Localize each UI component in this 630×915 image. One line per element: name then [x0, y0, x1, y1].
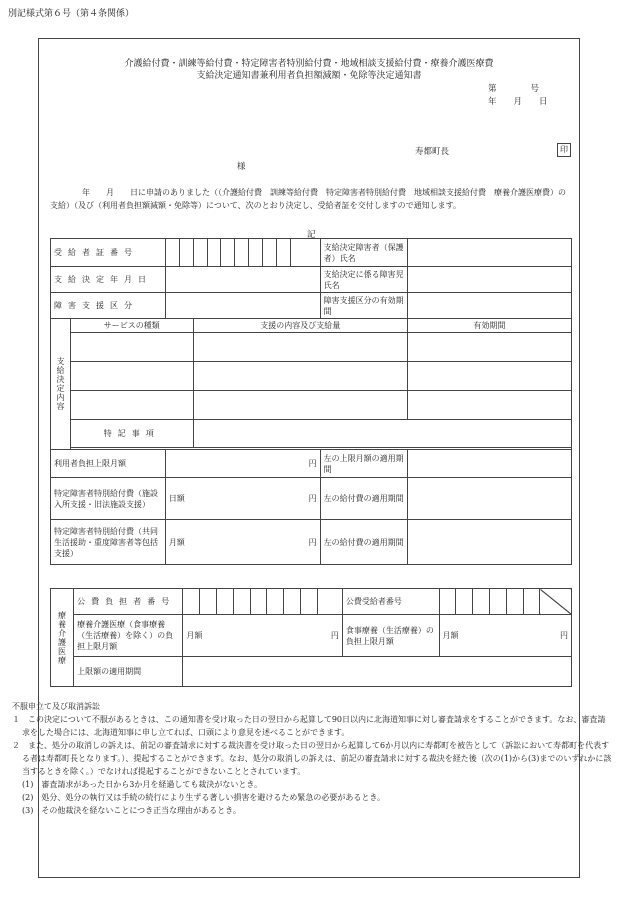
amount-cell[interactable]: [193, 333, 407, 362]
child-name-label: 支給決定に係る障害児氏名: [320, 267, 407, 293]
col-amount-header: 支援の内容及び支給量: [193, 319, 407, 333]
notes-sub-2: (2) 処分、処分の執行又は手続の続行により生ずる著しい損害を避けるため緊急の必要があるとき。: [22, 793, 386, 802]
service-cell[interactable]: [70, 391, 193, 420]
document-date: 年 月 日: [488, 97, 548, 107]
col-period-header: 有効期間: [407, 319, 571, 333]
yen-label: 円: [330, 631, 339, 640]
amount-cell[interactable]: [193, 391, 407, 420]
meal-cap-amount: [439, 615, 571, 657]
content-label: 支給決定内容: [51, 319, 71, 450]
document-number: 第 号: [488, 84, 540, 94]
medical-label: 療養介護医療: [51, 589, 74, 687]
recipient-digit[interactable]: [165, 239, 179, 267]
decision-date-field[interactable]: [165, 267, 320, 293]
service-cell[interactable]: [70, 362, 193, 391]
appeal-notes: [12, 700, 612, 817]
notes-sub-1: (1) 審査請求があった日から3か月を経過しても裁決がないとき。: [22, 780, 263, 789]
medical-table: [50, 588, 572, 687]
special-notes-field[interactable]: [193, 420, 571, 448]
category-period-field[interactable]: [407, 293, 571, 319]
slash-cell: [540, 589, 572, 615]
addressee-suffix: 様: [237, 162, 246, 172]
child-name-field[interactable]: [407, 267, 571, 293]
decision-date-label: 支給決定年月日: [51, 267, 166, 293]
special-benefit-facility-amount: [165, 478, 320, 520]
period-cell[interactable]: [407, 391, 571, 420]
holder-name-field[interactable]: [407, 239, 571, 267]
category-period-label: 障害支援区分の有効期間: [320, 293, 407, 319]
ki-heading: 記: [307, 230, 316, 240]
notes-sub-3: (3) その他裁決を経ないことにつき正当な理由があるとき。: [22, 806, 241, 815]
recipient-number-label: 受給者証番号: [51, 239, 166, 267]
special-benefit-facility-label: 特定障害者特別給付費（施設入所支援・旧法施設支援）: [51, 478, 166, 520]
monthly-label: 月額: [186, 631, 203, 640]
seal-stamp: 印: [557, 143, 571, 157]
support-category-label: 障害支援区分: [51, 293, 166, 319]
medical-cap-period-field[interactable]: [183, 657, 572, 687]
form-label: 別記様式第６号（第４条関係）: [8, 9, 135, 19]
cap-monthly-label: 利用者負担上限月額: [51, 450, 166, 478]
title-line-1: 介護給付費・訓練等給付費・特定障害者特別給付費・地域相談支援給付費・療養介護医療費: [124, 59, 494, 69]
benefit-period-label: 左の給付費の適用期間: [320, 520, 407, 565]
monthly-label: 月額: [442, 631, 459, 640]
decision-table: [50, 238, 572, 565]
yen-label: 円: [308, 494, 317, 503]
public-recipient-number-label: 公費受給者番号: [342, 589, 439, 615]
special-benefit-group-label: 特定障害者特別給付費（共同生活援助・重度障害者等包括支援）: [51, 520, 166, 565]
cap-excl-meal-label: 療養介護医療（食事療養（生活療養）を除く）の負担上限月額: [74, 615, 183, 657]
period-cell[interactable]: [407, 333, 571, 362]
cap-excl-meal-amount: [183, 615, 343, 657]
notes-item-1: １ この決定について不服があるときは、この通知書を受け取った日の翌日から起算して90日以内に北海道知事に対し審査請求をすることができます。なお、審査請求をした場合には、北海道知事に申し立てれば、口頭により意見を述べることができます。: [12, 715, 606, 737]
cap-period-label: 左の上限月額の適用期間: [320, 450, 407, 478]
title-line-2: 支給決定通知書兼利用者負担額減額・免除等決定通知書: [196, 71, 422, 81]
issuer-name: 寿都町長: [415, 147, 450, 157]
special-benefit-group-amount: [165, 520, 320, 565]
yen-label: 円: [560, 631, 568, 640]
medical-cap-period-label: 上限額の適用期間: [74, 657, 183, 687]
daily-amount-label: 日額: [168, 494, 185, 503]
body-text: 年 月 日に申請のありました（（介護給付費 訓練等給付費 特定障害者特別給付費 地域相談支援給付費 療養介護医療費）の支給）（及び（利用者負担額減額・免除等）について、次のとおり決定し、受給者証を交付しますので通知します。: [50, 188, 566, 210]
payer-number-label: 公費負担者番号: [74, 589, 183, 615]
monthly-amount-label: 月額: [168, 537, 185, 547]
cap-period-field[interactable]: [407, 450, 571, 478]
benefit-period-field[interactable]: [407, 478, 571, 520]
benefit-period-label: 左の給付費の適用期間: [320, 478, 407, 520]
benefit-period-field[interactable]: [407, 520, 571, 565]
col-service-header: サービスの種類: [70, 319, 193, 333]
amount-cell[interactable]: [193, 362, 407, 391]
meal-cap-label: 食事療養（生活療養）の負担上限月額: [342, 615, 439, 657]
service-cell[interactable]: [70, 333, 193, 362]
support-category-field[interactable]: [165, 293, 320, 319]
cap-monthly-yen: 円: [165, 450, 320, 478]
notes-item-2: ２ また、処分の取消しの訴えは、前記の審査請求に対する裁決書を受け取った日の翌日から起算して6か月以内に寿都町を被告として（訴訟において寿都町を代表する者は寿都町長となります。）、提起することができます。なお、処分の取消しの訴えは、前記の審査請求に対する裁決を経た後（次の(1)から(3)までのいずれかに該当するときを除く。）でなければ提起することができないこととされています。: [12, 741, 612, 776]
yen-label: 円: [308, 537, 317, 547]
holder-name-label: 支給決定障害者（保護者）氏名: [320, 239, 407, 267]
special-notes-label: 特記事項: [70, 420, 193, 448]
notes-heading: 不服申立て及び取消訴訟: [12, 702, 100, 711]
period-cell[interactable]: [407, 362, 571, 391]
